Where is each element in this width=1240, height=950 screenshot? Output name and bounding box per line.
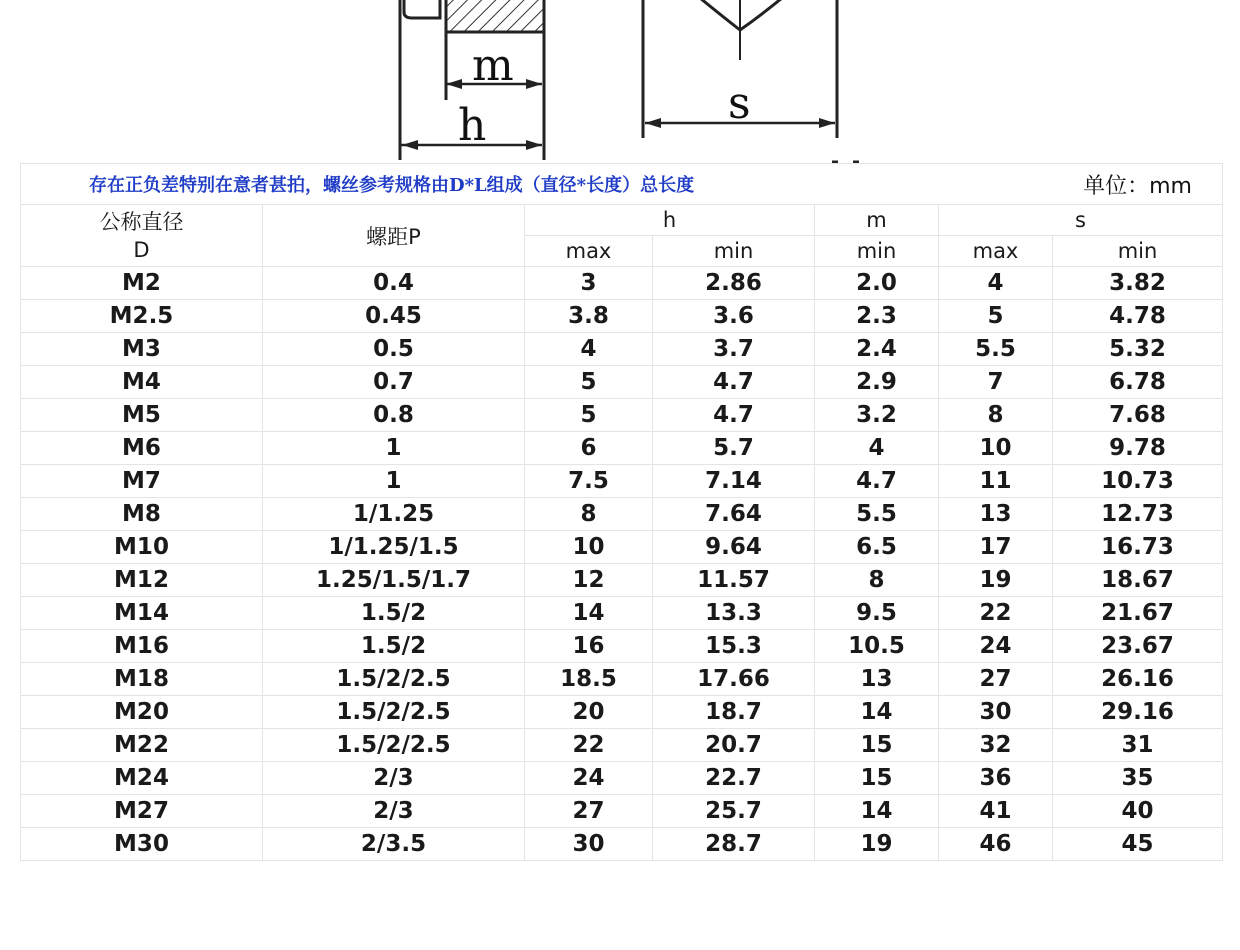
- table-row: [21, 729, 1223, 762]
- cell-pitch: 1.5/2: [263, 630, 525, 663]
- cell-diameter: M2: [21, 267, 263, 300]
- cell-s-max: 41: [939, 795, 1053, 828]
- cell-h-max: 6: [525, 432, 653, 465]
- header-h-min: min: [653, 236, 815, 267]
- cell-h-min: 4.7: [653, 399, 815, 432]
- tolerance-note: 存在正负差特别在意者甚拍，螺丝参考规格由D*L组成（直径*长度）总长度: [21, 164, 1053, 205]
- cell-s-min: 4.78: [1053, 300, 1223, 333]
- cell-s-max: 13: [939, 498, 1053, 531]
- cell-s-max: 30: [939, 696, 1053, 729]
- cell-s-max: 22: [939, 597, 1053, 630]
- cell-pitch: 1: [263, 432, 525, 465]
- dimension-label-m: m: [472, 40, 514, 91]
- cell-diameter: M12: [21, 564, 263, 597]
- cell-pitch: 0.4: [263, 267, 525, 300]
- cell-s-max: 10: [939, 432, 1053, 465]
- header-m: m: [815, 205, 939, 236]
- cell-diameter: M30: [21, 828, 263, 861]
- cell-h-max: 18.5: [525, 663, 653, 696]
- cell-h-min: 13.3: [653, 597, 815, 630]
- cell-m-min: 10.5: [815, 630, 939, 663]
- cell-h-max: 30: [525, 828, 653, 861]
- cell-pitch: 1/1.25: [263, 498, 525, 531]
- cell-h-max: 24: [525, 762, 653, 795]
- cell-m-min: 2.3: [815, 300, 939, 333]
- cell-h-max: 10: [525, 531, 653, 564]
- cell-s-min: 6.78: [1053, 366, 1223, 399]
- table-row: [21, 696, 1223, 729]
- cell-diameter: M14: [21, 597, 263, 630]
- cell-pitch: 1.25/1.5/1.7: [263, 564, 525, 597]
- cell-h-max: 5: [525, 366, 653, 399]
- cell-m-min: 14: [815, 696, 939, 729]
- nut-spec-table: [20, 163, 1222, 861]
- header-m-min: min: [815, 236, 939, 267]
- cell-h-min: 5.7: [653, 432, 815, 465]
- cell-m-min: 5.5: [815, 498, 939, 531]
- top-view: [643, 0, 859, 162]
- cell-s-min: 10.73: [1053, 465, 1223, 498]
- dimension-drawing-svg: [0, 0, 1240, 170]
- cell-s-max: 4: [939, 267, 1053, 300]
- cell-h-min: 3.7: [653, 333, 815, 366]
- cell-m-min: 15: [815, 762, 939, 795]
- header-s: s: [939, 205, 1223, 236]
- table-row: [21, 465, 1223, 498]
- header-h-max: max: [525, 236, 653, 267]
- cell-diameter: M2.5: [21, 300, 263, 333]
- cell-s-max: 17: [939, 531, 1053, 564]
- cell-m-min: 14: [815, 795, 939, 828]
- table-row: [21, 597, 1223, 630]
- note-row: [21, 164, 1223, 205]
- cell-h-max: 3: [525, 267, 653, 300]
- table-row: [21, 630, 1223, 663]
- cell-diameter: M8: [21, 498, 263, 531]
- cell-m-min: 13: [815, 663, 939, 696]
- header-nominal-diameter-line2: D: [133, 237, 150, 262]
- cell-h-max: 22: [525, 729, 653, 762]
- cell-h-min: 4.7: [653, 366, 815, 399]
- cell-h-max: 3.8: [525, 300, 653, 333]
- cell-s-max: 27: [939, 663, 1053, 696]
- cell-s-min: 21.67: [1053, 597, 1223, 630]
- table-row: [21, 300, 1223, 333]
- cell-s-min: 23.67: [1053, 630, 1223, 663]
- cell-s-min: 40: [1053, 795, 1223, 828]
- table-row: [21, 366, 1223, 399]
- cell-m-min: 4: [815, 432, 939, 465]
- cell-pitch: 0.5: [263, 333, 525, 366]
- cell-s-min: 12.73: [1053, 498, 1223, 531]
- cell-h-min: 2.86: [653, 267, 815, 300]
- header-s-min: min: [1053, 236, 1223, 267]
- cell-pitch: 0.7: [263, 366, 525, 399]
- table-row: [21, 267, 1223, 300]
- cell-s-max: 19: [939, 564, 1053, 597]
- cell-s-min: 35: [1053, 762, 1223, 795]
- cell-s-min: 3.82: [1053, 267, 1223, 300]
- table-row: [21, 795, 1223, 828]
- dimension-label-h: h: [458, 100, 487, 151]
- unit-label: 单位：mm: [1053, 164, 1223, 205]
- cell-pitch: 2/3: [263, 795, 525, 828]
- cell-diameter: M24: [21, 762, 263, 795]
- cell-s-min: 29.16: [1053, 696, 1223, 729]
- cell-h-min: 25.7: [653, 795, 815, 828]
- table-row: [21, 432, 1223, 465]
- cell-pitch: 1.5/2/2.5: [263, 696, 525, 729]
- table-row: [21, 828, 1223, 861]
- cell-diameter: M18: [21, 663, 263, 696]
- cell-h-min: 3.6: [653, 300, 815, 333]
- cell-h-min: 7.64: [653, 498, 815, 531]
- nut-dimension-drawing: [0, 0, 1240, 170]
- cell-m-min: 15: [815, 729, 939, 762]
- cell-pitch: 1.5/2: [263, 597, 525, 630]
- cell-s-max: 32: [939, 729, 1053, 762]
- cell-diameter: M20: [21, 696, 263, 729]
- cell-s-min: 16.73: [1053, 531, 1223, 564]
- cell-h-max: 4: [525, 333, 653, 366]
- cell-h-min: 11.57: [653, 564, 815, 597]
- cell-h-min: 17.66: [653, 663, 815, 696]
- cell-diameter: M16: [21, 630, 263, 663]
- cell-m-min: 2.0: [815, 267, 939, 300]
- cell-pitch: 1.5/2/2.5: [263, 729, 525, 762]
- cell-s-min: 9.78: [1053, 432, 1223, 465]
- cell-diameter: M3: [21, 333, 263, 366]
- cell-s-max: 24: [939, 630, 1053, 663]
- cell-pitch: 1/1.25/1.5: [263, 531, 525, 564]
- cell-h-max: 14: [525, 597, 653, 630]
- cell-diameter: M7: [21, 465, 263, 498]
- cell-s-max: 36: [939, 762, 1053, 795]
- header-pitch: 螺距P: [263, 205, 525, 267]
- cell-h-max: 8: [525, 498, 653, 531]
- cell-h-max: 20: [525, 696, 653, 729]
- cell-s-max: 46: [939, 828, 1053, 861]
- table-row: [21, 498, 1223, 531]
- header-row-1: [21, 205, 1223, 236]
- cell-h-max: 5: [525, 399, 653, 432]
- cell-diameter: M4: [21, 366, 263, 399]
- cell-diameter: M22: [21, 729, 263, 762]
- cell-pitch: 0.8: [263, 399, 525, 432]
- cell-h-max: 7.5: [525, 465, 653, 498]
- cell-diameter: M10: [21, 531, 263, 564]
- cell-h-min: 15.3: [653, 630, 815, 663]
- cell-diameter: M6: [21, 432, 263, 465]
- cell-pitch: 0.45: [263, 300, 525, 333]
- table-row: [21, 663, 1223, 696]
- cell-pitch: 2/3.5: [263, 828, 525, 861]
- cell-m-min: 6.5: [815, 531, 939, 564]
- header-s-max: max: [939, 236, 1053, 267]
- cell-s-max: 8: [939, 399, 1053, 432]
- spec-table: [20, 163, 1223, 861]
- header-h: h: [525, 205, 815, 236]
- cell-h-min: 28.7: [653, 828, 815, 861]
- cell-s-min: 18.67: [1053, 564, 1223, 597]
- cell-h-min: 20.7: [653, 729, 815, 762]
- cell-h-min: 18.7: [653, 696, 815, 729]
- cell-h-min: 22.7: [653, 762, 815, 795]
- cell-s-max: 5.5: [939, 333, 1053, 366]
- cell-h-max: 27: [525, 795, 653, 828]
- table-row: [21, 399, 1223, 432]
- cell-m-min: 8: [815, 564, 939, 597]
- cell-s-max: 7: [939, 366, 1053, 399]
- cell-m-min: 2.4: [815, 333, 939, 366]
- cell-s-min: 7.68: [1053, 399, 1223, 432]
- header-nominal-diameter-line1: 公称直径: [99, 209, 184, 234]
- cell-s-min: 45: [1053, 828, 1223, 861]
- cell-diameter: M27: [21, 795, 263, 828]
- cell-diameter: M5: [21, 399, 263, 432]
- cell-s-min: 5.32: [1053, 333, 1223, 366]
- cell-h-min: 9.64: [653, 531, 815, 564]
- table-row: [21, 762, 1223, 795]
- cell-h-max: 12: [525, 564, 653, 597]
- cell-pitch: 1.5/2/2.5: [263, 663, 525, 696]
- header-nominal-diameter: [21, 205, 263, 267]
- dimension-label-s: s: [728, 78, 751, 129]
- cell-s-min: 31: [1053, 729, 1223, 762]
- cell-s-min: 26.16: [1053, 663, 1223, 696]
- cell-h-max: 16: [525, 630, 653, 663]
- cell-h-min: 7.14: [653, 465, 815, 498]
- cell-s-max: 11: [939, 465, 1053, 498]
- cell-m-min: 4.7: [815, 465, 939, 498]
- cell-pitch: 2/3: [263, 762, 525, 795]
- cell-m-min: 9.5: [815, 597, 939, 630]
- table-row: [21, 564, 1223, 597]
- table-row: [21, 333, 1223, 366]
- cell-m-min: 3.2: [815, 399, 939, 432]
- cell-s-max: 5: [939, 300, 1053, 333]
- cell-m-min: 2.9: [815, 366, 939, 399]
- cell-pitch: 1: [263, 465, 525, 498]
- table-row: [21, 531, 1223, 564]
- cell-m-min: 19: [815, 828, 939, 861]
